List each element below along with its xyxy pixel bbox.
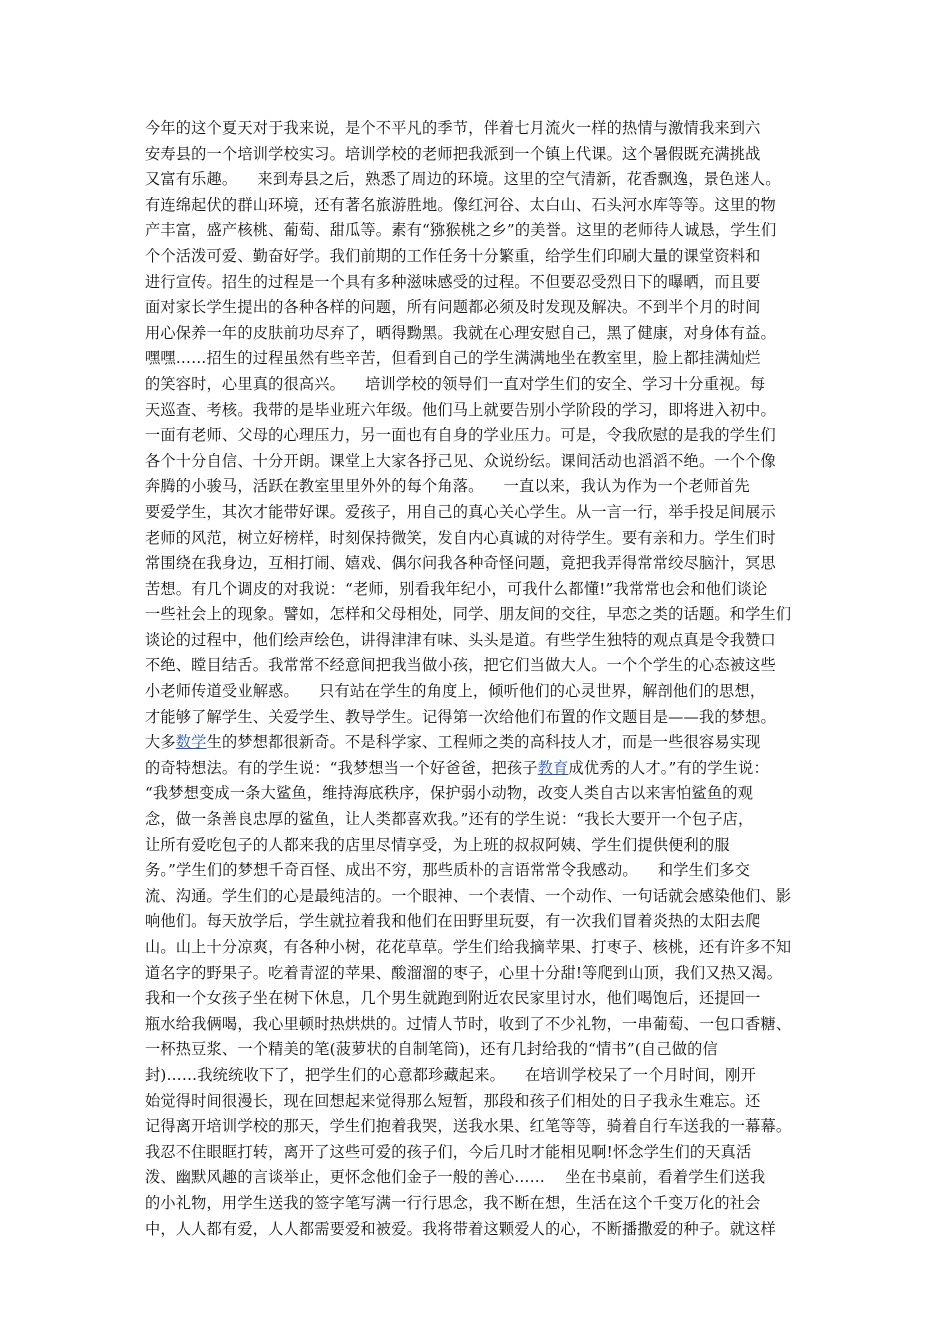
text-line [145, 449, 815, 475]
text-line [145, 705, 815, 731]
text-segment: 中，人人都有爱，人人都需要爱和被爱。我将带着这颗爱人的心，不断播撒爱的种子。就这样 [145, 1219, 776, 1238]
text-segment: 封)……我统统收下了，把学生们的心意都珍藏起来。 在培训学校呆了一个月时间，刚开 [145, 1065, 756, 1084]
inline-link[interactable]: 教育 [537, 758, 569, 777]
text-segment: 嘿嘿……招生的过程虽然有些辛苦，但看到自己的学生满满地坐在教室里，脸上都挂满灿烂 [145, 349, 761, 368]
text-line [145, 551, 815, 577]
text-line [145, 218, 815, 244]
text-line [145, 858, 815, 884]
text-segment: 瓶水给我俩喝，我心里顿时热烘烘的。过情人节时，收到了不少礼物，一串葡萄、一包口香糖、 [145, 1014, 792, 1033]
text-line [145, 423, 815, 449]
text-segment: 各个十分自信、十分开朗。课堂上大家各抒己见、众说纷纭。课间活动也滔滔不绝。一个个像 [145, 451, 776, 470]
text-line [145, 577, 815, 603]
text-line [145, 244, 815, 270]
text-segment: 泼、幽默风趣的言谈举止，更怀念他们金子一般的善心…… 坐在书桌前，看着学生们送我 [145, 1168, 766, 1187]
text-segment: 一些社会上的现象。譬如，怎样和父母相处，同学、朋友间的交往，早恋之类的话题。和学生们 [145, 605, 792, 624]
text-line [145, 372, 815, 398]
text-segment: 生的梦想都很新奇。不是科学家、工程师之类的高科技人才，而是一些很容易实现 [206, 733, 761, 752]
text-segment: 用心保养一年的皮肤前功尽弃了，晒得黝黑。我就在心理安慰自己，黑了健康，对身体有益。 [145, 323, 776, 342]
text-segment: 产丰富，盛产核桃、葡萄、甜瓜等。素有“猕猴桃之乡”的美誉。这里的老师待人诚恳，学生们 [145, 221, 777, 240]
text-line [145, 142, 815, 168]
text-segment: 安寿县的一个培训学校实习。培训学校的老师把我派到一个镇上代课。这个暑假既充满挑战 [145, 144, 761, 163]
text-segment: “我梦想变成一条大鲨鱼，维持海底秩序，保护弱小动物，改变人类自古以来害怕鲨鱼的观 [145, 784, 754, 803]
text-line [145, 1191, 815, 1217]
text-line [145, 909, 815, 935]
text-line [145, 1140, 815, 1166]
text-segment: 又富有乐趣。 来到寿县之后，熟悉了周边的环境。这里的空气清新，花香飘逸，景色迷人。 [145, 170, 781, 189]
text-segment: 始觉得时间很漫长，现在回想起来觉得那么短暂，那段和孩子们相处的日子我永生难忘。还 [145, 1091, 761, 1110]
text-line [145, 756, 815, 782]
text-line [145, 628, 815, 654]
text-line [145, 1037, 815, 1063]
text-line [145, 1012, 815, 1038]
text-line [145, 1165, 815, 1191]
text-segment: 苦想。有几个调皮的对我说：“老师，别看我年纪小，可我什么都懂!”我常常也会和他们谈论 [145, 579, 768, 598]
text-segment: 念，做一条善良忠厚的鲨鱼，让人类都喜欢我。”还有的学生说：“我长大要开一个包子店， [145, 810, 754, 829]
text-segment: 天巡查、考核。我带的是毕业班六年级。他们马上就要告别小学阶段的学习，即将进入初中。 [145, 400, 776, 419]
text-segment: 我忍不住眼眶打转，离开了这些可爱的孩子们，今后几时才能相见啊!怀念学生们的天真活 [145, 1142, 752, 1161]
text-line [145, 781, 815, 807]
text-segment: 道名字的野果子。吃着青涩的苹果、酸溜溜的枣子，心里十分甜!等爬到山顶，我们又热又渴。 [145, 963, 783, 982]
inline-link[interactable]: 数学 [175, 733, 207, 752]
text-line [145, 193, 815, 219]
text-line [145, 833, 815, 859]
text-segment: 不绝、瞠目结舌。我常常不经意间把我当做小孩，把它们当做大人。一个个学生的心态被这些 [145, 656, 776, 675]
text-segment: 才能够了解学生、关爱学生、教导学生。记得第一次给他们布置的作文题目是——我的梦想。 [145, 707, 776, 726]
text-line [145, 398, 815, 424]
text-segment: 要爱学生，其次才能带好课。爱孩子，用自己的真心关心学生。从一言一行，举手投足间展示 [145, 502, 776, 521]
text-segment: 响他们。每天放学后，学生就拉着我和他们在田野里玩耍，有一次我们冒着炎热的太阳去爬 [145, 912, 761, 931]
text-segment: 的笑容时，心里真的很高兴。 培训学校的领导们一直对学生们的安全、学习十分重视。每 [145, 374, 766, 393]
text-segment: 个个活泼可爱、勤奋好学。我们前期的工作任务十分繁重，给学生们印刷大量的课堂资料和 [145, 246, 761, 265]
text-line [145, 346, 815, 372]
text-segment: 山。山上十分凉爽，有各种小树，花花草草。学生们给我摘苹果、打枣子、核桃，还有许多不知 [145, 938, 792, 956]
text-line [145, 986, 815, 1012]
article-body [145, 116, 815, 1242]
text-segment: 我和一个女孩子坐在树下休息，几个男生就跑到附近农民家里讨水，他们喝饱后，还提回一 [145, 989, 761, 1008]
text-segment: 老师的风范，树立好榜样，时刻保持微笑，发自内心真诚的对待学生。要有亲和力。学生们时 [145, 528, 776, 547]
text-line [145, 116, 815, 142]
text-line [145, 270, 815, 296]
text-line [145, 679, 815, 705]
text-segment: 常围绕在我身边，互相打闹、嬉戏、偶尔问我各种奇怪问题，竟把我弄得常常绞尽脑汁，冥思 [145, 554, 776, 573]
text-line [145, 884, 815, 910]
text-line [145, 602, 815, 628]
text-segment: 的奇特想法。有的学生说：“我梦想当一个好爸爸，把孩子 [145, 758, 538, 777]
text-line [145, 167, 815, 193]
text-line [145, 526, 815, 552]
text-line [145, 1114, 815, 1140]
text-line [145, 321, 815, 347]
text-line [145, 653, 815, 679]
text-line [145, 500, 815, 526]
text-segment: 记得离开培训学校的那天，学生们抱着我哭，送我水果、红笔等等，骑着自行车送我的一幕幕。 [145, 1117, 792, 1136]
text-segment: 谈论的过程中，他们绘声绘色，讲得津津有味、头头是道。有些学生独特的观点真是令我赞口 [145, 630, 776, 649]
text-segment: 一杯热豆浆、一个精美的笔(菠萝状的自制笔筒)，还有几封给我的“情书”(自己做的信 [145, 1040, 718, 1059]
text-segment: 进行宣传。招生的过程是一个具有多种滋味感受的过程。不但要忍受烈日下的曝晒，而且要 [145, 272, 761, 291]
text-line [145, 1217, 815, 1243]
text-segment: 有连绵起伏的群山环境，还有著名旅游胜地。像红河谷、太白山、石头河水库等等。这里的物 [145, 195, 776, 214]
text-segment: 面对家长学生提出的各种各样的问题，所有问题都必须及时发现及解决。不到半个月的时间 [145, 298, 761, 317]
text-segment: 大多 [145, 733, 176, 752]
text-segment: 小老师传道受业解惑。 只有站在学生的角度上，倾听他们的心灵世界，解剖他们的思想， [145, 682, 766, 701]
text-segment: 务。”学生们的梦想千奇百怪、成出不穷，那些质朴的言语常常令我感动。 和学生们多交 [145, 861, 751, 880]
text-line [145, 1063, 815, 1089]
text-segment: 奔腾的小骏马，活跃在教室里里外外的每个角落。 一直以来，我认为作为一个老师首先 [145, 477, 750, 496]
text-line [145, 1089, 815, 1115]
text-line [145, 295, 815, 321]
text-line [145, 474, 815, 500]
text-line [145, 935, 815, 961]
text-line [145, 807, 815, 833]
text-line [145, 961, 815, 987]
text-segment: 的小礼物，用学生送我的签字笔写满一行行思念，我不断在想，生活在这个千变万化的社会 [145, 1193, 761, 1212]
text-segment: 让所有爱吃包子的人都来我的店里尽情享受，为上班的叔叔阿姨、学生们提供便利的服 [145, 835, 730, 854]
text-segment: 成优秀的人才。”有的学生说： [568, 758, 769, 777]
text-segment: 今年的这个夏天对于我来说，是个不平凡的季节，伴着七月流火一样的热情与激情我来到六 [145, 119, 761, 137]
text-segment: 流、沟通。学生们的心是最纯洁的。一个眼神、一个表情、一个动作、一句话就会感染他们、影 [145, 886, 792, 905]
text-segment: 一面有老师、父母的心理压力，另一面也有自身的学业压力。可是，令我欣慰的是我的学生们 [145, 426, 776, 445]
text-line [145, 730, 815, 756]
